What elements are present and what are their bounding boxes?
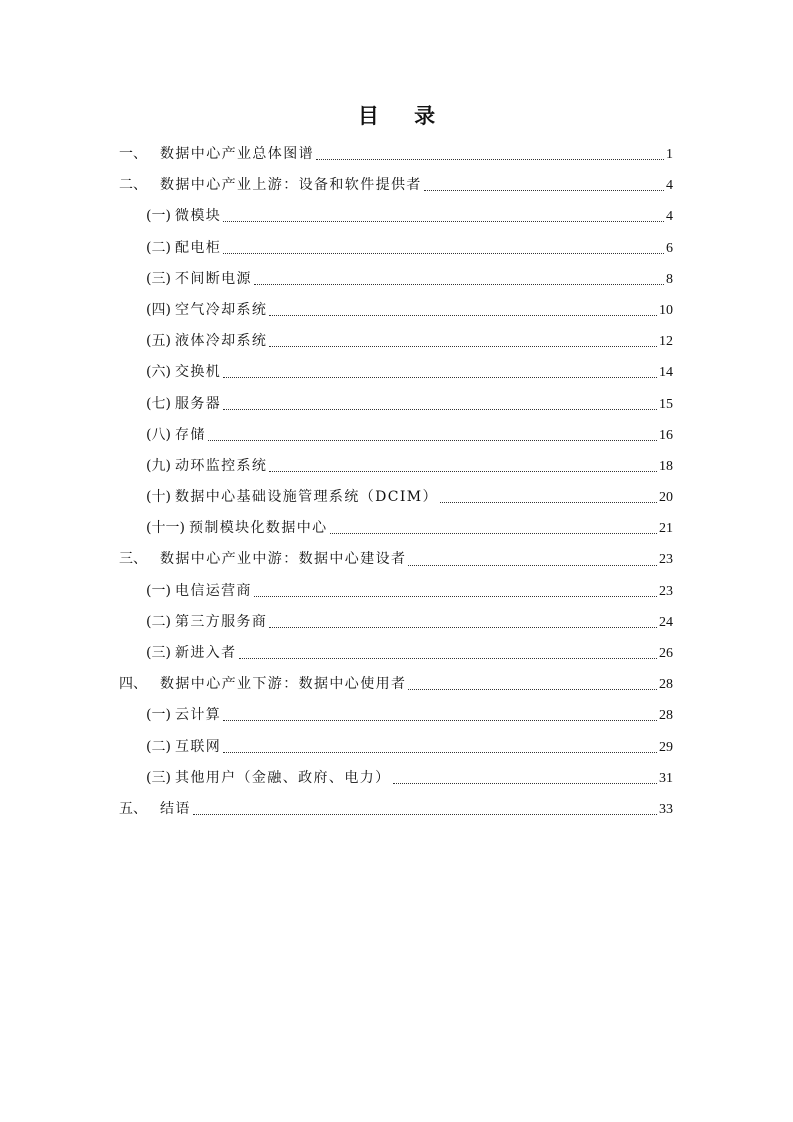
toc-entry-label: 服务器: [174, 395, 222, 412]
toc-entry-number: (二): [146, 738, 171, 755]
toc-page-number: 26: [659, 646, 673, 661]
toc-page-number: 24: [659, 614, 673, 630]
toc-subsection-entry[interactable]: [119, 357, 673, 388]
toc-entry-label: 云计算: [174, 707, 222, 724]
toc-entry-number: (七): [146, 395, 171, 412]
toc-entry-number: (三): [146, 270, 171, 287]
toc-entry-number: (一): [146, 707, 171, 724]
toc-dot-leader: [223, 409, 657, 410]
toc-entry-label: 预制模块化数据中心: [188, 520, 328, 537]
toc-dot-leader: [424, 190, 664, 191]
toc-entry-label: 互联网: [174, 738, 222, 755]
toc-dot-leader: [208, 440, 657, 441]
toc-page-number: 18: [659, 458, 673, 474]
toc-dot-leader: [408, 689, 657, 690]
toc-entry-label: 液体冷却系统: [174, 333, 268, 350]
toc-subsection-entry[interactable]: [119, 482, 673, 513]
toc-entry-label: 电信运营商: [174, 582, 252, 599]
toc-entry-label: 数据中心产业上游：设备和软件提供者: [160, 177, 422, 194]
toc-page-number: 21: [659, 521, 673, 537]
toc-dot-leader: [269, 346, 657, 347]
toc-subsection-entry[interactable]: [119, 700, 673, 731]
toc-subsection-entry[interactable]: [119, 233, 673, 264]
toc-page-number: 33: [659, 801, 673, 817]
toc-subsection-entry[interactable]: [119, 763, 673, 794]
toc-subsection-entry[interactable]: [119, 264, 673, 295]
toc-entry-number: (五): [146, 333, 171, 350]
toc-dot-leader: [316, 159, 664, 160]
toc-dot-leader: [269, 315, 657, 316]
toc-dot-leader: [223, 221, 664, 222]
toc-entry-label: 数据中心基础设施管理系统（DCIM）: [174, 489, 438, 506]
toc-entry-number: (六): [146, 364, 171, 381]
toc-subsection-entry[interactable]: [119, 607, 673, 638]
toc-page-number: 14: [659, 365, 673, 381]
toc-page-number: 29: [659, 739, 673, 755]
toc-entry-number: (二): [146, 613, 171, 630]
toc-page-number: 1: [666, 147, 673, 162]
toc-page-number: 4: [666, 209, 673, 225]
toc-entry-number: (二): [146, 239, 171, 256]
toc-entry-number: (一): [146, 208, 171, 225]
toc-page-number: 10: [659, 302, 673, 318]
toc-entry-label: 交换机: [174, 364, 222, 381]
toc-dot-leader: [223, 377, 657, 378]
toc-dot-leader: [269, 471, 657, 472]
toc-subsection-entry[interactable]: [119, 576, 673, 607]
toc-page-number: 12: [659, 334, 673, 350]
toc-page-number: 23: [659, 583, 673, 599]
toc-entry-label: 存储: [174, 426, 206, 443]
toc-page-number: 28: [659, 677, 673, 693]
toc-section-entry[interactable]: [119, 669, 673, 700]
toc-entry-label: 第三方服务商: [174, 613, 268, 630]
toc-entry-label: 配电柜: [174, 239, 222, 256]
toc-dot-leader: [440, 502, 657, 503]
toc-dot-leader: [330, 533, 657, 534]
toc-page-number: 20: [659, 490, 673, 506]
toc-entry-number: 三、: [119, 551, 147, 568]
toc-entry-label: 新进入者: [174, 645, 237, 661]
toc-subsection-entry[interactable]: [119, 389, 673, 420]
toc-dot-leader: [223, 752, 657, 753]
toc-entry-label: 不间断电源: [174, 270, 252, 287]
toc-entry-number: (三): [146, 769, 171, 786]
toc-section-entry[interactable]: [119, 170, 673, 201]
toc-entry-label: 数据中心产业下游：数据中心使用者: [160, 676, 407, 693]
toc-entry-number: (九): [146, 457, 171, 474]
toc-page-number: 8: [666, 271, 673, 287]
toc-section-entry[interactable]: [119, 544, 673, 575]
toc-dot-leader: [223, 720, 657, 721]
toc-entry-number: (十): [146, 489, 171, 506]
toc-subsection-entry[interactable]: [119, 295, 673, 326]
toc-dot-leader: [239, 658, 657, 659]
toc-entry-number: 五、: [119, 800, 147, 817]
toc-entry-label: 微模块: [174, 208, 222, 225]
toc-entry-label: 空气冷却系统: [174, 301, 268, 318]
toc-dot-leader: [269, 627, 657, 628]
toc-subsection-entry[interactable]: [119, 451, 673, 482]
toc-dot-leader: [254, 596, 657, 597]
toc-subsection-entry[interactable]: [119, 513, 673, 544]
toc-entry-number: (一): [146, 582, 171, 599]
toc-subsection-entry[interactable]: [119, 420, 673, 451]
toc-dot-leader: [393, 783, 657, 784]
toc-page-number: 6: [666, 240, 673, 256]
toc-entry-number: (三): [146, 645, 171, 661]
toc-dot-leader: [223, 253, 664, 254]
toc-page-number: 31: [659, 770, 673, 786]
toc-page-number: 28: [659, 708, 673, 724]
toc-entry-label: 结语: [160, 800, 191, 817]
toc-subsection-entry[interactable]: [119, 638, 673, 669]
toc-section-entry[interactable]: [119, 139, 673, 170]
toc-entry-number: (十一): [146, 520, 185, 537]
toc-subsection-entry[interactable]: [119, 201, 673, 232]
toc-entry-label: 数据中心产业中游：数据中心建设者: [160, 551, 407, 568]
page-title: 目 录: [357, 104, 450, 128]
toc-dot-leader: [193, 814, 657, 815]
table-of-contents: [119, 139, 673, 825]
toc-entry-label: 数据中心产业总体图谱: [160, 146, 314, 162]
toc-entry-number: 二、: [119, 177, 147, 194]
toc-entry-label: 其他用户（金融、政府、电力）: [174, 769, 391, 786]
toc-subsection-entry[interactable]: [119, 732, 673, 763]
toc-page-number: 15: [659, 396, 673, 412]
toc-dot-leader: [254, 284, 664, 285]
toc-page-number: 4: [666, 178, 673, 194]
toc-dot-leader: [408, 565, 657, 566]
toc-entry-number: (四): [146, 301, 171, 318]
toc-page-number: 16: [659, 427, 673, 443]
toc-page-number: 23: [659, 552, 673, 568]
toc-entry-number: 四、: [119, 676, 147, 693]
toc-section-entry[interactable]: [119, 794, 673, 825]
toc-entry-number: 一、: [119, 146, 147, 162]
toc-subsection-entry[interactable]: [119, 326, 673, 357]
toc-entry-number: (八): [146, 426, 171, 443]
toc-entry-label: 动环监控系统: [174, 457, 268, 474]
